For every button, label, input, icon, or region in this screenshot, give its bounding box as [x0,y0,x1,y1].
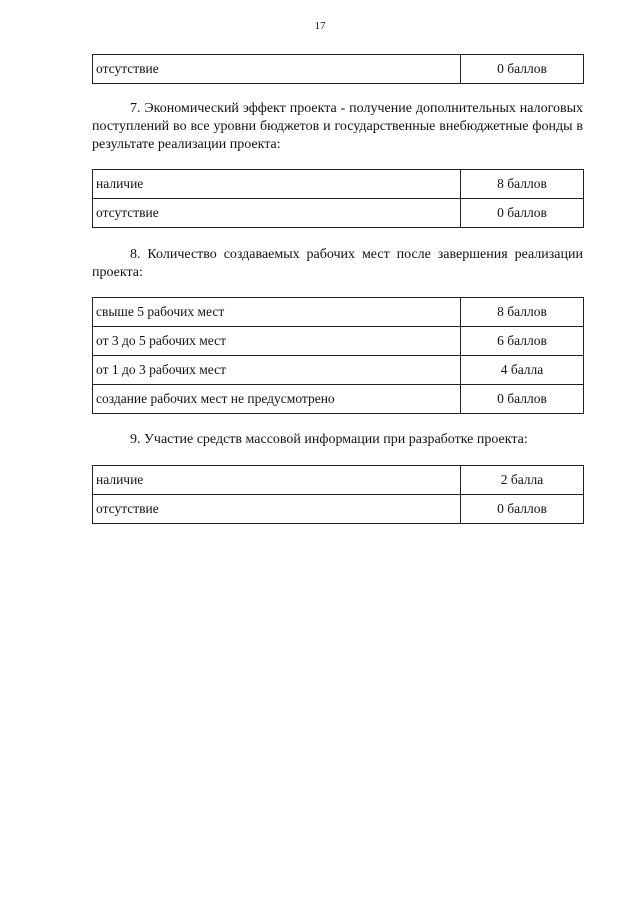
score-table-section-8 [92,297,584,414]
table-row [93,55,584,84]
table-row [93,199,584,228]
table-row [93,466,584,495]
section-8-text: 8. Количество создаваемых рабочих мест после завершения реализации проекта: [92,247,583,280]
criterion-score: 2 балла [461,466,584,495]
criterion-label: наличие [93,466,461,495]
section-7-heading [92,100,583,154]
criterion-score: 0 баллов [461,55,584,84]
table-row [93,327,584,356]
page-number: 17 [314,20,326,32]
score-table-continuation [92,54,584,84]
section-8-heading [92,246,583,282]
table-row [93,385,584,414]
section-9-heading [92,431,583,449]
criterion-score: 0 баллов [461,495,584,524]
criterion-score: 8 баллов [461,170,584,199]
table-row [93,170,584,199]
criterion-score: 0 баллов [461,385,584,414]
criterion-label: создание рабочих мест не предусмотрено [93,385,461,414]
criterion-label: отсутствие [93,55,461,84]
section-7-text: 7. Экономический эффект проекта - получение дополнительных налоговых поступлений во все уровни бюджетов и государственные внебюджетные фонды в результате реализации проекта: [92,101,583,152]
criterion-score: 8 баллов [461,298,584,327]
criterion-score: 4 балла [461,356,584,385]
table-row [93,356,584,385]
criterion-label: от 1 до 3 рабочих мест [93,356,461,385]
score-table-section-9 [92,465,584,524]
criterion-label: наличие [93,170,461,199]
section-9-text: 9. Участие средств массовой информации при разработке проекта: [130,432,528,447]
table-row [93,298,584,327]
score-table-section-7 [92,169,584,228]
criterion-label: отсутствие [93,199,461,228]
criterion-label: отсутствие [93,495,461,524]
table-row [93,495,584,524]
criterion-label: от 3 до 5 рабочих мест [93,327,461,356]
criterion-score: 6 баллов [461,327,584,356]
criterion-score: 0 баллов [461,199,584,228]
criterion-label: свыше 5 рабочих мест [93,298,461,327]
